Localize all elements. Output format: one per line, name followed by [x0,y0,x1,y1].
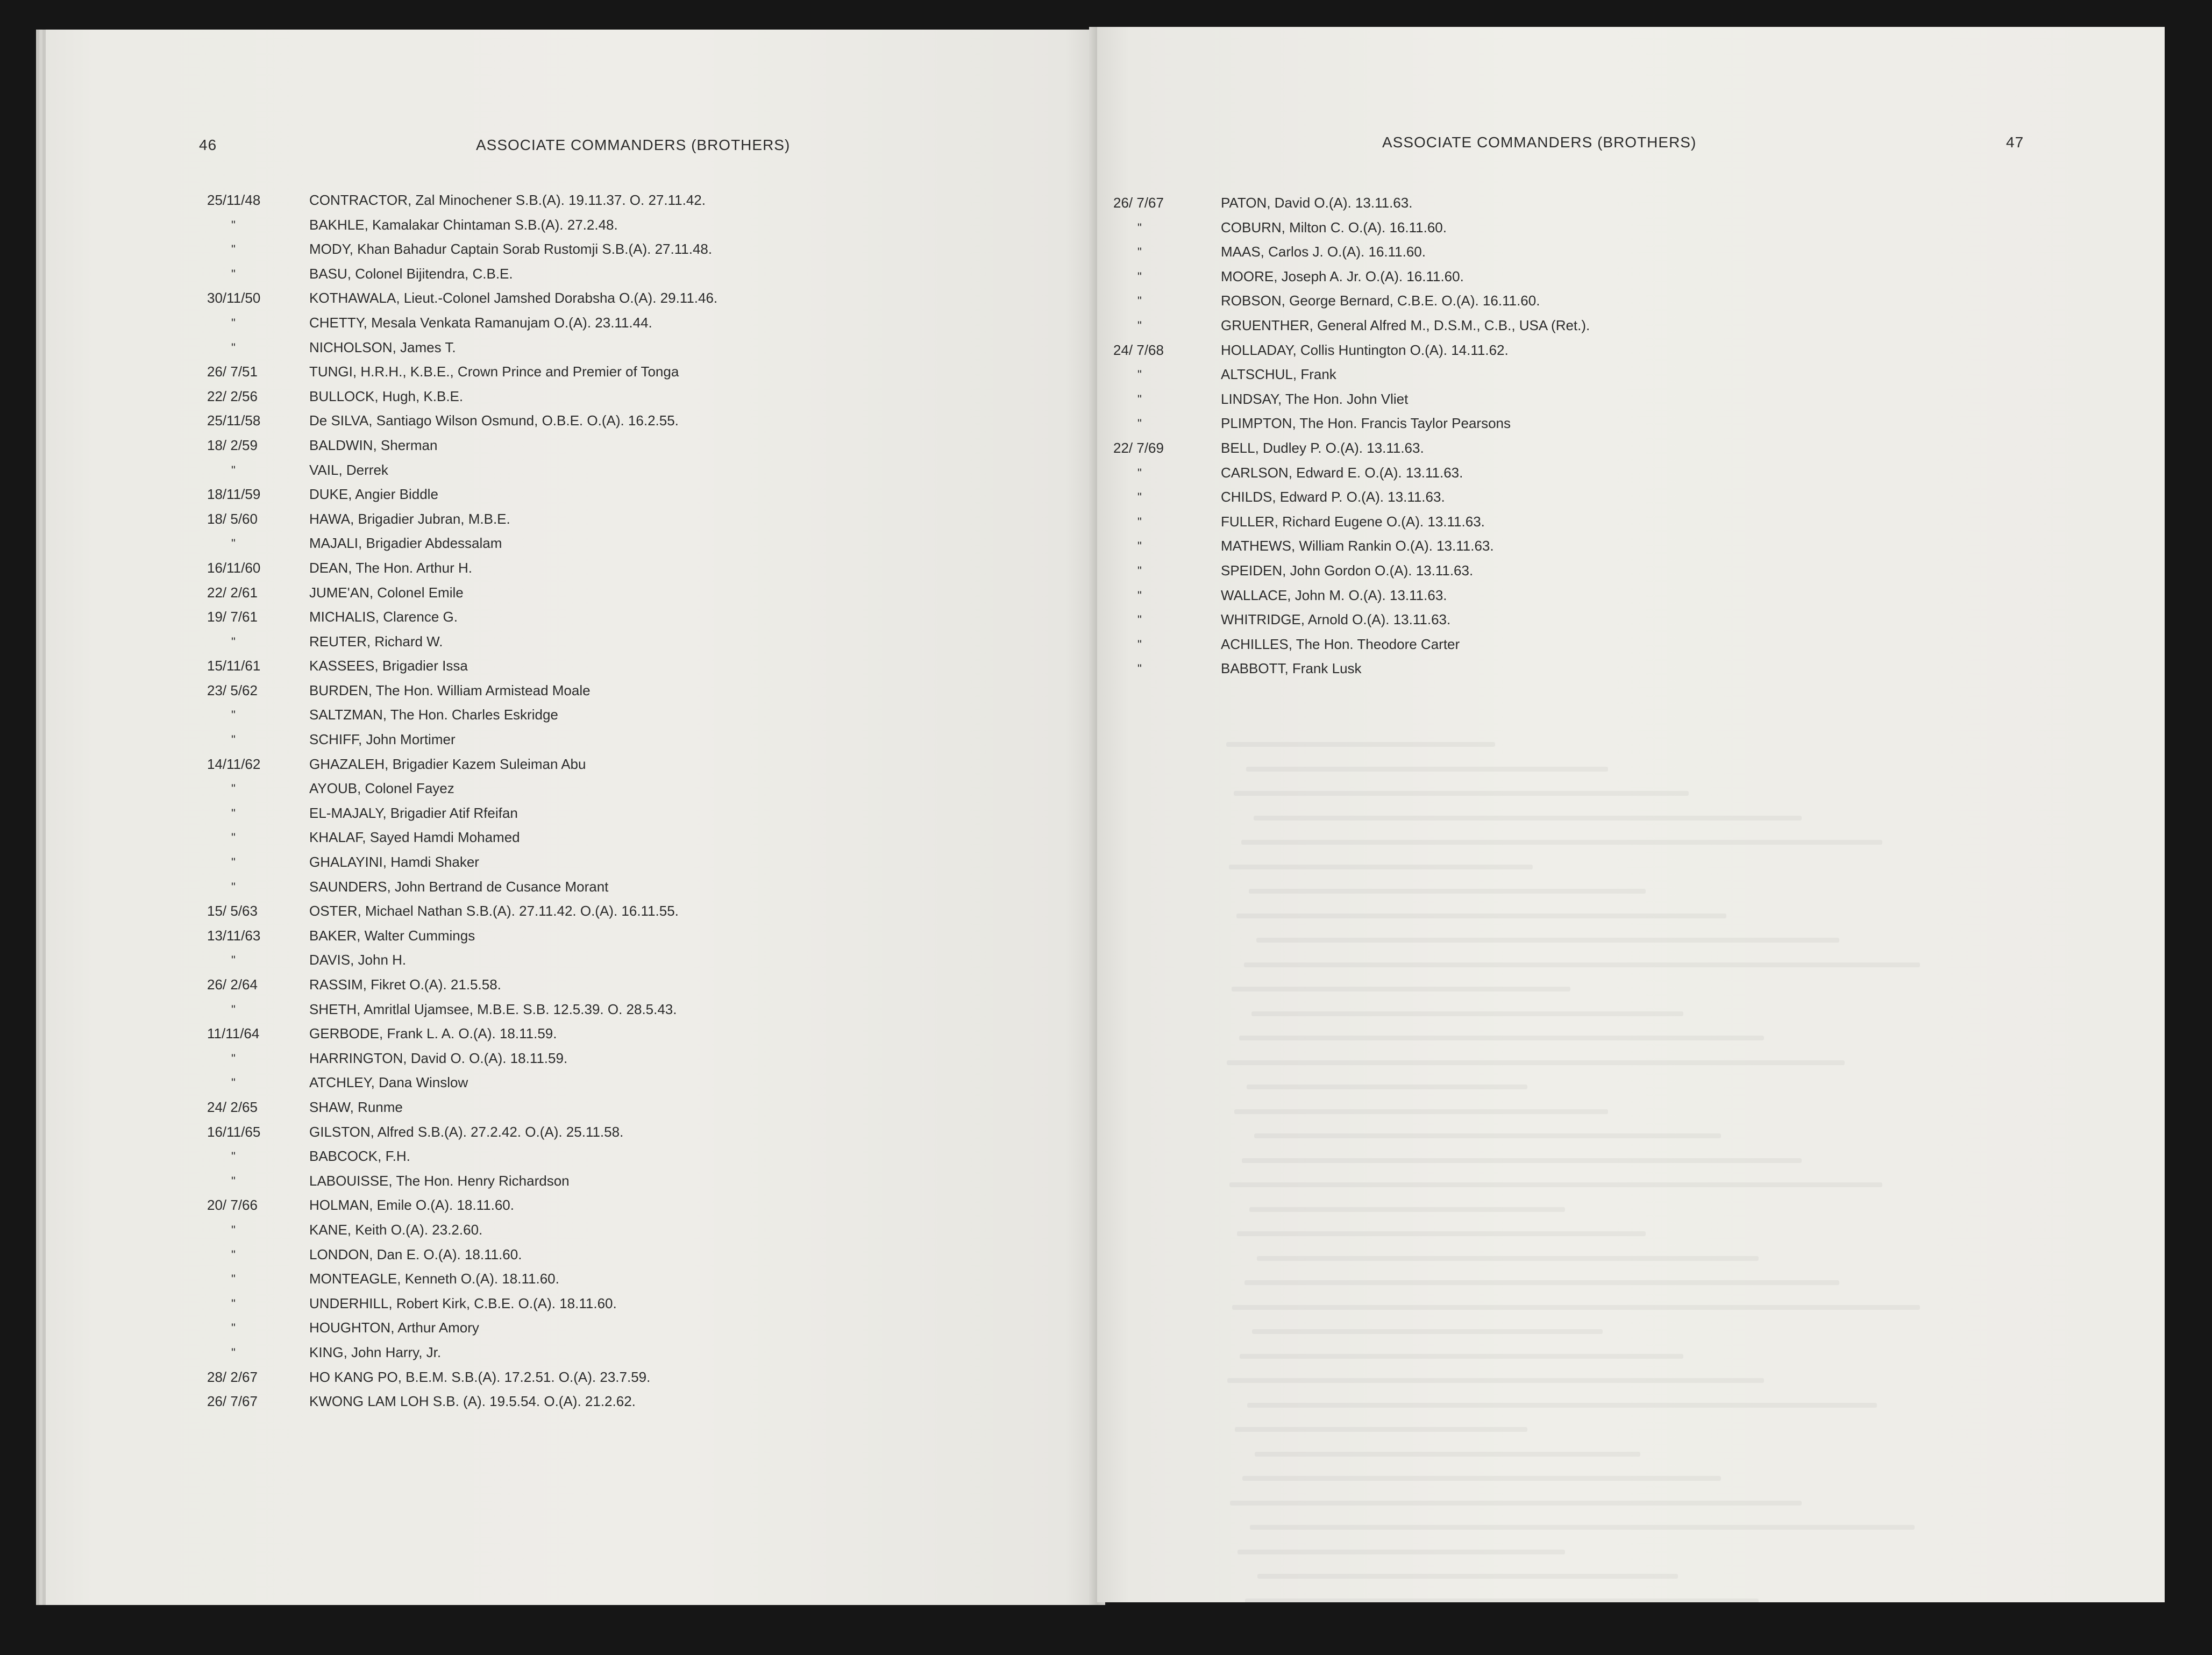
page-number: 47 [2006,134,2024,151]
ditto-mark: " [231,806,236,820]
ditto-mark: " [231,1321,236,1335]
ditto-mark: " [1137,392,1142,406]
show-through-line [1254,1133,1721,1138]
entry-name: HO KANG PO, B.E.M. S.B.(A). 17.2.51. O.(A). 23.7.59. [309,1368,651,1385]
entry-name: PATON, David O.(A). 13.11.63. [1221,195,1413,211]
show-through-line [1230,1501,1802,1506]
entry-date: 22/ 2/56 [207,388,258,404]
show-through-line [1247,1403,1877,1408]
show-through-line [1240,1354,1683,1359]
entry-name: DUKE, Angier Biddle [309,486,438,503]
entry-date: 11/11/64 [207,1025,260,1042]
show-through-line [1249,1207,1565,1212]
entry-name: HAWA, Brigadier Jubran, M.B.E. [309,510,510,527]
entry-name: KASSEES, Brigadier Issa [309,658,468,674]
ditto-mark: " [231,218,236,232]
left-page [46,30,1097,1605]
entry-date: 26/ 7/67 [1113,195,1164,211]
ditto-mark: " [1137,466,1142,480]
entry-date: 13/11/63 [207,927,261,944]
ditto-mark: " [231,953,236,967]
entry-name: BELL, Dudley P. O.(A). 13.11.63. [1221,439,1424,456]
entry-name: BULLOCK, Hugh, K.B.E. [309,388,464,404]
entry-name: SALTZMAN, The Hon. Charles Eskridge [309,707,558,723]
ditto-mark: " [231,316,236,330]
entry-name: BABCOCK, F.H. [309,1148,410,1165]
entry-name: HARRINGTON, David O. O.(A). 18.11.59. [309,1050,568,1066]
entry-name: MOORE, Joseph A. Jr. O.(A). 16.11.60. [1221,268,1464,284]
ditto-mark: " [231,708,236,722]
entry-name: CONTRACTOR, Zal Minochener S.B.(A). 19.11.37. O. 27.11.42. [309,192,706,208]
entry-date: 24/ 7/68 [1113,341,1164,358]
entry-name: GRUENTHER, General Alfred M., D.S.M., C.B., USA (Ret.). [1221,317,1590,333]
entry-name: KOTHAWALA, Lieut.-Colonel Jamshed Dorabsha O.(A). 29.11.46. [309,290,718,306]
ditto-mark: " [1137,515,1142,529]
entry-name: LONDON, Dan E. O.(A). 18.11.60. [309,1246,522,1262]
entry-name: MAJALI, Brigadier Abdessalam [309,535,502,552]
ditto-mark: " [231,340,236,354]
entry-date: 16/11/65 [207,1123,261,1140]
entry-name: LINDSAY, The Hon. John Vliet [1221,390,1409,407]
show-through-line [1226,742,1495,747]
entry-date: 24/ 2/65 [207,1098,258,1115]
entry-name: SPEIDEN, John Gordon O.(A). 13.11.63. [1221,562,1474,579]
ditto-mark: " [1137,563,1142,577]
entry-name: HOUGHTON, Arthur Amory [309,1319,479,1336]
entry-name: GHAZALEH, Brigadier Kazem Suleiman Abu [309,755,586,772]
entry-name: KWONG LAM LOH S.B. (A). 19.5.54. O.(A). 21.2.62. [309,1393,636,1410]
entry-name: GHALAYINI, Hamdi Shaker [309,854,479,871]
ditto-mark: " [1137,613,1142,627]
entry-date: 22/ 2/61 [207,584,258,601]
show-through-line [1229,865,1533,869]
show-through-line [1227,1060,1845,1065]
ditto-mark: " [1137,294,1142,308]
entry-name: SHAW, Runme [309,1098,403,1115]
show-through-line [1244,1280,1839,1285]
entry-name: GILSTON, Alfred S.B.(A). 27.2.42. O.(A). 25.11.58. [309,1123,624,1140]
ditto-mark: " [231,1296,236,1310]
running-head: ASSOCIATE COMMANDERS (BROTHERS) [476,137,791,153]
entry-name: HOLMAN, Emile O.(A). 18.11.60. [309,1197,514,1214]
ditto-mark: " [231,267,236,281]
entry-name: JUME'AN, Colonel Emile [309,584,464,601]
ditto-mark: " [231,1002,236,1016]
entry-name: OSTER, Michael Nathan S.B.(A). 27.11.42. O.(A). 16.11.55. [309,903,679,919]
ditto-mark: " [231,537,236,551]
entry-date: 20/ 7/66 [207,1197,258,1214]
entry-date: 19/ 7/61 [207,609,258,625]
show-through-line [1236,914,1726,918]
running-head: ASSOCIATE COMMANDERS (BROTHERS) [1382,134,1697,151]
entry-name: WHITRIDGE, Arnold O.(A). 13.11.63. [1221,611,1451,628]
entry-name: ROBSON, George Bernard, C.B.E. O.(A). 16.11.60. [1221,293,1540,309]
entry-name: VAIL, Derrek [309,461,388,478]
ditto-mark: " [231,1345,236,1359]
entry-date: 18/11/59 [207,486,261,503]
show-through-line [1255,1452,1640,1457]
entry-name: RASSIM, Fikret O.(A). 21.5.58. [309,976,501,993]
ditto-mark: " [231,855,236,869]
ditto-mark: " [231,1174,236,1188]
entry-date: 26/ 2/64 [207,976,258,993]
ditto-mark: " [1137,318,1142,332]
ditto-mark: " [1137,245,1142,259]
ditto-mark: " [1137,588,1142,602]
entry-date: 30/11/50 [207,290,261,306]
ditto-mark: " [231,880,236,894]
entry-name: BURDEN, The Hon. William Armistead Moale [309,682,591,698]
page-number: 46 [199,137,217,153]
entry-name: ALTSCHUL, Frank [1221,366,1336,383]
ditto-mark: " [231,782,236,796]
entry-name: DEAN, The Hon. Arthur H. [309,559,472,576]
ditto-mark: " [231,1272,236,1286]
show-through-line [1237,1231,1646,1236]
entry-name: KING, John Harry, Jr. [309,1344,442,1360]
ditto-mark: " [1137,417,1142,431]
show-through-line [1242,1158,1802,1163]
entry-name: EL-MAJALY, Brigadier Atif Rfeifan [309,804,518,821]
ditto-mark: " [231,1150,236,1164]
entry-name: BAKHLE, Kamalakar Chintaman S.B.(A). 27.2.48. [309,216,618,233]
entry-name: CHILDS, Edward P. O.(A). 13.11.63. [1221,489,1445,505]
entry-date: 23/ 5/62 [207,682,258,698]
ditto-mark: " [1137,662,1142,676]
entry-name: HOLLADAY, Collis Huntington O.(A). 14.11.62. [1221,341,1509,358]
show-through-line [1254,816,1802,821]
show-through-line [1229,1182,1882,1187]
entry-name: MONTEAGLE, Kenneth O.(A). 18.11.60. [309,1271,559,1287]
ditto-mark: " [231,634,236,648]
entry-name: SCHIFF, John Mortimer [309,731,456,748]
entry-date: 14/11/62 [207,755,261,772]
entry-name: CHETTY, Mesala Venkata Ramanujam O.(A). 23.11.44. [309,314,652,331]
show-through-line [1245,1599,1759,1603]
entry-name: AYOUB, Colonel Fayez [309,780,454,797]
show-through-line [1234,1109,1608,1114]
entry-name: UNDERHILL, Robert Kirk, C.B.E. O.(A). 18.11.60. [309,1295,617,1311]
ditto-mark: " [231,242,236,256]
show-through-line [1237,1550,1565,1554]
ditto-mark: " [1137,490,1142,504]
entry-name: CARLSON, Edward E. O.(A). 13.11.63. [1221,464,1463,481]
entry-name: BABBOTT, Frank Lusk [1221,660,1362,677]
entry-name: MODY, Khan Bahadur Captain Sorab Rustomji S.B.(A). 27.11.48. [309,241,713,258]
entry-name: MICHALIS, Clarence G. [309,609,458,625]
ditto-mark: " [231,1223,236,1237]
entry-name: KANE, Keith O.(A). 23.2.60. [309,1221,483,1238]
show-through-line [1244,962,1920,967]
ditto-mark: " [1137,637,1142,651]
show-through-line [1250,1525,1915,1530]
show-through-line [1232,987,1570,991]
entry-date: 15/11/61 [207,658,261,674]
ditto-mark: " [231,831,236,845]
ditto-mark: " [231,463,236,477]
entry-date: 28/ 2/67 [207,1368,258,1385]
show-through-line [1227,1378,1764,1383]
entry-date: 18/ 5/60 [207,510,258,527]
entry-date: 25/11/48 [207,192,261,208]
entry-date: 16/11/60 [207,559,261,576]
ditto-mark: " [1137,368,1142,382]
entry-name: LABOUISSE, The Hon. Henry Richardson [309,1172,570,1189]
entry-name: KHALAF, Sayed Hamdi Mohamed [309,829,520,846]
entry-date: 18/ 2/59 [207,437,258,453]
show-through-line [1246,767,1608,772]
entry-name: ATCHLEY, Dana Winslow [309,1074,468,1091]
entry-name: BALDWIN, Sherman [309,437,438,453]
ditto-mark: " [1137,220,1142,234]
entry-name: WALLACE, John M. O.(A). 13.11.63. [1221,587,1447,603]
show-through-line [1257,1256,1759,1261]
entry-name: ACHILLES, The Hon. Theodore Carter [1221,636,1460,652]
right-page [1097,27,2165,1602]
entry-name: TUNGI, H.R.H., K.B.E., Crown Prince and Premier of Tonga [309,363,679,380]
entry-name: SAUNDERS, John Bertrand de Cusance Morant [309,878,609,895]
entry-name: SHETH, Amritlal Ujamsee, M.B.E. S.B. 12.5.39. O. 28.5.43. [309,1001,677,1017]
show-through-line [1239,1036,1764,1040]
entry-name: MATHEWS, William Rankin O.(A). 13.11.63. [1221,538,1494,554]
entry-name: REUTER, Richard W. [309,633,443,650]
show-through-line [1247,1085,1527,1089]
ditto-mark: " [1137,269,1142,283]
ditto-mark: " [231,1247,236,1261]
show-through-line [1251,1011,1683,1016]
show-through-line [1242,1476,1721,1481]
entry-name: De SILVA, Santiago Wilson Osmund, O.B.E. O.(A). 16.2.55. [309,412,679,429]
ditto-mark: " [1137,539,1142,553]
entry-date: 26/ 7/67 [207,1393,258,1410]
show-through-line [1257,1574,1678,1579]
show-through-line [1252,1329,1603,1334]
entry-date: 15/ 5/63 [207,903,258,919]
entry-name: COBURN, Milton C. O.(A). 16.11.60. [1221,219,1447,236]
entry-name: NICHOLSON, James T. [309,339,456,355]
entry-date: 26/ 7/51 [207,363,258,380]
show-through-line [1234,791,1689,796]
entry-name: GERBODE, Frank L. A. O.(A). 18.11.59. [309,1025,557,1042]
show-through-line [1256,938,1839,943]
entry-name: DAVIS, John H. [309,952,407,968]
ditto-mark: " [231,1051,236,1065]
show-through-line [1232,1305,1920,1310]
entry-date: 22/ 7/69 [1113,439,1164,456]
entry-date: 25/11/58 [207,412,261,429]
ditto-mark: " [231,1076,236,1090]
ditto-mark: " [231,733,236,747]
entry-name: BAKER, Walter Cummings [309,927,475,944]
entry-name: MAAS, Carlos J. O.(A). 16.11.60. [1221,244,1426,260]
show-through-line [1241,840,1882,845]
show-through-line [1235,1427,1527,1432]
show-through-line [1249,889,1646,894]
entry-name: FULLER, Richard Eugene O.(A). 13.11.63. [1221,513,1485,530]
entry-name: BASU, Colonel Bijitendra, C.B.E. [309,265,513,282]
entry-name: PLIMPTON, The Hon. Francis Taylor Pearsons [1221,415,1511,432]
